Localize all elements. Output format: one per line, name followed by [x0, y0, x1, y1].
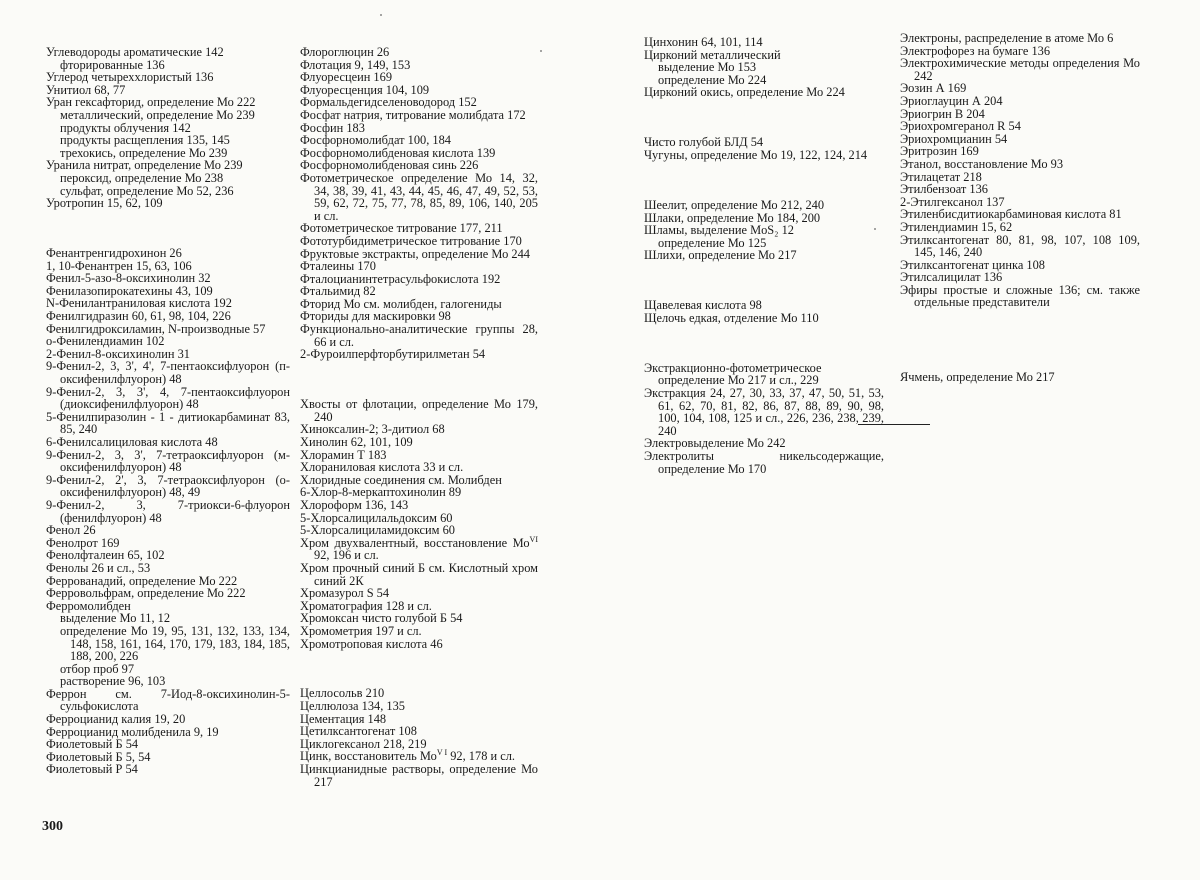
entry-text: Фенолфталеин 65, 102: [46, 548, 165, 563]
entry-text: Цинкцианидные растворы, определение Мо 217: [300, 762, 538, 789]
entry-text: 6-Хлор-8-меркаптохинолин 89: [300, 485, 462, 500]
entry-text: Электровыделение Мо 242: [644, 436, 786, 451]
index-entry: [300, 172, 538, 222]
index-entry: [300, 763, 538, 788]
entry-text: Уран гексафторид, определение Мо 222: [46, 95, 256, 110]
entry-text: Углерод четыреххлористый 136: [46, 70, 214, 85]
index-entry: [644, 312, 884, 325]
index-entry: [46, 360, 290, 385]
entry-text: Фенилазопирокатехины 43, 109: [46, 283, 213, 298]
entry-text: Ферроцианид молибденила 9, 19: [46, 724, 219, 739]
entry-text: Фенилгидроксиламин, N-производные 57: [46, 321, 266, 336]
entry-text: Целлюлоза 134, 135: [300, 699, 405, 714]
entry-text: Фтальимид 82: [300, 284, 376, 299]
entry-text: Хром двухвалентный, восстановление Мо: [300, 535, 530, 550]
entry-text: Щавелевая кислота 98: [644, 298, 762, 313]
entry-text: Эфиры простые и сложные 136; см. также отдельные представители: [900, 282, 1140, 310]
entry-text: продукты расщепления 135, 145: [60, 133, 230, 148]
entry-text: растворение 96, 103: [60, 674, 166, 689]
entry-text: Уротропин 15, 62, 109: [46, 196, 163, 211]
oxidation-state-superscript: VI: [529, 534, 538, 544]
index-entry: [46, 386, 290, 411]
entry-text: Фторид Мо см. молибден, галогениды: [300, 296, 502, 311]
entry-text: Хроматография 128 и сл.: [300, 598, 432, 613]
index-subentry: [46, 625, 290, 663]
entry-text: Хлоридные соединения см. Молибден: [300, 472, 502, 487]
index-column-2: [300, 46, 538, 788]
letter-gap: [644, 111, 884, 124]
index-entry: [900, 57, 1140, 82]
entry-text: Электроны, распределение в атоме Мо 6: [900, 31, 1114, 45]
entry-pages: 92, 178 и сл.: [447, 749, 516, 764]
entry-text: Электролиты никельсодержащие, определение Мо 170: [644, 448, 884, 476]
entry-text: Ячмень, определение Мо 217: [900, 370, 1055, 385]
entry-text: Хлороформ 136, 143: [300, 497, 409, 512]
entry-text: 5-Хлорсалицилальдоксим 60: [300, 510, 453, 525]
entry-text: Цинхонин 64, 101, 114: [644, 35, 763, 49]
entry-text: Хромометрия 197 и сл.: [300, 623, 422, 638]
entry-text: Хромотроповая кислота 46: [300, 636, 443, 651]
index-entry: [46, 474, 290, 499]
entry-text: Фосфин 183: [300, 120, 365, 135]
entry-text: Фенилгидразин 60, 61, 98, 104, 226: [46, 309, 231, 324]
entry-text: Цирконий металлический: [644, 47, 781, 62]
entry-text: Щелочь едкая, отделение Мо 110: [644, 310, 819, 325]
letter-gap: [644, 174, 884, 187]
entry-text: Цетилксантогенат 108: [300, 724, 417, 739]
entry-text: Цирконий окись, определение Мо 224: [644, 85, 845, 100]
entry-text: 5-Фенилпиразолин - 1 - дитиокарбаминат 83, 85, 240: [46, 409, 290, 437]
entry-text: Фруктовые экстракты, определение Мо 244: [300, 246, 530, 261]
entry-text: Этилацетат 218: [900, 169, 982, 184]
entry-text: Этилсалицилат 136: [900, 270, 1003, 285]
entry-text: 5-Хлорсалициламидоксим 60: [300, 523, 456, 538]
entry-text: Флуоресцеин 169: [300, 70, 393, 85]
entry-text: Фенолы 26 и сл., 53: [46, 560, 151, 575]
index-entry: [900, 234, 1140, 259]
page-number: 300: [42, 819, 63, 834]
index-entry: [644, 387, 884, 437]
entry-text: Хромазурол S 54: [300, 586, 390, 601]
entry-text: Шлихи, определение Мо 217: [644, 248, 797, 263]
entry-text: пероксид, определение Мо 238: [60, 170, 224, 185]
entry-text: Флуоресценция 104, 109: [300, 82, 430, 97]
entry-text: Шеелит, определение Мо 212, 240: [644, 197, 825, 212]
entry-text: Фенолрот 169: [46, 535, 120, 550]
entry-text: Фиолетовый Б 54: [46, 737, 139, 752]
entry-text: Фиолетовый Б 5, 54: [46, 749, 151, 764]
entry-text: Целлосольв 210: [300, 686, 385, 701]
entry-text: Электрофорез на бумаге 136: [900, 43, 1051, 58]
index-entry: [644, 362, 884, 387]
entry-text: Флороглюцин 26: [300, 45, 390, 59]
entry-text: N-Фенилантраниловая кислота 192: [46, 296, 232, 311]
entry-text: 9-Фенил-2, 3, 3', 4', 7-пентаоксифлуорон (п-оксифенилфлуорон) 48: [46, 359, 290, 387]
entry-text: Эозин А 169: [900, 81, 967, 96]
entry-text: Фенил-5-азо-8-оксихинолин 32: [46, 271, 211, 286]
entry-text: 9-Фенил-2, 3, 3', 7-тетраоксифлуорон (м-оксифенилфлуорон) 48: [46, 447, 290, 475]
entry-text: Эриогрин В 204: [900, 106, 985, 121]
entry-text: Этиленбисдитиокарбаминовая кислота 81: [900, 207, 1122, 222]
index-entry: [300, 638, 538, 651]
oxidation-state-superscript: V I: [436, 748, 448, 758]
entry-text: отбор проб 97: [60, 661, 135, 676]
index-column-1: [46, 46, 290, 776]
entry-text: 9-Фенил-2, 3, 3', 4, 7-пентаоксифлуорон (диоксифенилфлуорон) 48: [46, 384, 290, 412]
entry-text: Чисто голубой БЛД 54: [644, 135, 764, 150]
entry-text: Флотация 9, 149, 153: [300, 57, 411, 72]
entry-text: Фталеины 170: [300, 259, 376, 274]
letter-gap: [300, 373, 538, 386]
entry-text: Хлораниловая кислота 33 и сл.: [300, 460, 464, 475]
index-entry: [300, 562, 538, 587]
entry-text: Хвосты от флотации, определение Мо 179, 240: [300, 397, 538, 424]
entry-text: 6-Фенилсалициловая кислота 48: [46, 435, 218, 449]
entry-text: Фталоцианинтетрасульфокислота 192: [300, 271, 501, 286]
index-entry: [300, 323, 538, 348]
entry-text: 2-Фуроилперфторбутирилметан 54: [300, 347, 486, 362]
entry-text: Хром прочный синий Б см. Кислотный хром синий 2К: [300, 560, 538, 588]
entry-text: 1, 10-Фенантрен 15, 63, 106: [46, 258, 192, 273]
entry-text: Циклогексанол 218, 219: [300, 736, 427, 751]
entry-text: 2-Этилгексанол 137: [900, 194, 1005, 209]
entry-text: Этилксантогенат 80, 81, 98, 107, 108 109, 145, 146, 240: [900, 232, 1140, 260]
entry-text: Унитиол 68, 77: [46, 82, 126, 97]
entry-text: металлический, определение Мо 239: [60, 107, 255, 122]
letter-gap: [300, 662, 538, 675]
entry-text: Хиноксалин-2; 3-дитиол 68: [300, 422, 445, 437]
entry-text: Экстракция 24, 27, 30, 33, 37, 47, 50, 51, 53, 61, 62, 70, 81, 82, 86, 87, 88, 89, 90, 98, 100, 104, 108, 125 и сл., 226, 236, 238, 239, 240: [644, 386, 884, 438]
letter-gap: [900, 321, 1140, 334]
letter-gap: [644, 274, 884, 287]
index-entry: [644, 249, 884, 262]
index-entry: [46, 688, 290, 713]
entry-text: Фенантренгидрохинон 26: [46, 246, 182, 261]
entry-text: определение Мо 125: [658, 235, 767, 250]
entry-text: Эриохромгеранол R 54: [900, 119, 1021, 134]
entry-text: Фенол 26: [46, 523, 96, 538]
entry-text: Этилксантогенат цинка 108: [900, 257, 1045, 272]
index-entry: [900, 284, 1140, 309]
scan-speck: [874, 228, 876, 230]
index-entry: [644, 149, 884, 162]
scan-speck: [380, 14, 382, 16]
entry-text: выделение Мо 11, 12: [60, 611, 171, 626]
index-column-3: [644, 36, 884, 475]
entry-text: Чугуны, определение Мо 19, 122, 124, 214: [644, 147, 868, 162]
entry-text: Фототурбидиметрическое титрование 170: [300, 233, 522, 248]
entry-text: Фотометрическое определение Мо 14, 32, 34, 38, 39, 41, 43, 44, 45, 46, 47, 49, 52, 53, 59, 62, 72, 75, 77, 78, 85, 89, 106, 140, 205 и сл.: [300, 170, 538, 223]
entry-text: Фосфорномолибдат 100, 184: [300, 133, 451, 148]
entry-text: Этилбензоат 136: [900, 182, 988, 197]
end-rule: [858, 424, 930, 425]
scan-speck: [540, 50, 542, 52]
index-entry: [46, 197, 290, 210]
entry-pages: 92, 196 и сл.: [314, 548, 379, 563]
entry-text: фторированные 136: [60, 57, 165, 72]
entry-text: Фосфорномолибденовая синь 226: [300, 158, 479, 173]
entry-text: Хромоксан чисто голубой Б 54: [300, 611, 463, 626]
index-entry: [300, 398, 538, 423]
entry-text: Фториды для маскировки 98: [300, 309, 451, 324]
entry-text: Фиолетовый Р 54: [46, 762, 138, 777]
entry-text: трехокись, определение Мо 239: [60, 145, 228, 160]
entry-text: Фосфат натрия, титрование молибдата 172: [300, 107, 526, 122]
entry-text: Углеводороды ароматические 142: [46, 45, 224, 59]
entry-text: 9-Фенил-2, 3, 7-триокси-6-флуорон (фенилфлуорон) 48: [46, 497, 290, 525]
entry-text: продукты облучения 142: [60, 120, 191, 135]
index-entry: [46, 449, 290, 474]
entry-text: сульфат, определение Мо 52, 236: [60, 183, 234, 198]
entry-text: Цинк, восстановитель Мо: [300, 749, 437, 764]
index-entry: [644, 86, 884, 99]
entry-text: Функционально-аналитические группы 28, 66 и сл.: [300, 322, 538, 349]
entry-text: Хлорамин Т 183: [300, 447, 387, 462]
entry-text: 9-Фенил-2, 2', 3, 7-тетраоксифлуорон (о-оксифенилфлуорон) 48, 49: [46, 472, 290, 500]
letter-gap: [46, 222, 290, 235]
entry-text: Этанол, восстановление Мо 93: [900, 156, 1064, 171]
entry-text: 2-Фенил-8-оксихинолин 31: [46, 346, 190, 361]
entry-text: Экстракционно-фотометрическое определение Мо 217 и сл., 229: [644, 360, 822, 388]
index-entry: [900, 371, 1140, 384]
index-entry: [46, 411, 290, 436]
letter-gap: [900, 346, 1140, 359]
entry-text: Ферромолибден: [46, 598, 131, 613]
index-entry: [300, 348, 538, 361]
entry-text: Эритрозин 169: [900, 144, 979, 159]
index-entry: [46, 763, 290, 776]
entry-text: Уранила нитрат, определение Мо 239: [46, 158, 243, 173]
entry-text: определение Мо 224: [658, 72, 767, 87]
entry-text: Феррованадий, определение Мо 222: [46, 573, 238, 588]
entry-text: Формальдегидселеноводород 152: [300, 95, 477, 110]
entry-text: определение Мо 19, 95, 131, 132, 133, 134, 148, 158, 161, 164, 170, 179, 183, 184, 185, 188, 200, 226: [60, 623, 290, 664]
entry-text: Электрохимические методы определения Мо 242: [900, 56, 1140, 83]
entry-text: выделение Мо 153: [658, 60, 757, 75]
index-entry: [46, 499, 290, 524]
entry-text: Феррон см. 7-Иод-8-оксихинолин-5-сульфокислота: [46, 686, 290, 714]
entry-text: Фотометрическое титрование 177, 211: [300, 221, 503, 236]
index-entry: [300, 534, 538, 563]
index-column-4: [900, 32, 1140, 384]
entry-text: Эриохромцианин 54: [900, 131, 1008, 146]
entry-text: Цементация 148: [300, 711, 387, 726]
entry-text: о-Фенилендиамин 102: [46, 334, 165, 349]
entry-text: Шламы, выделение MoS₂ 12: [644, 223, 794, 238]
entry-text: Шлаки, определение Мо 184, 200: [644, 210, 821, 225]
entry-text: Фосфорномолибденовая кислота 139: [300, 145, 496, 160]
entry-text: Эриоглауцин А 204: [900, 93, 1003, 108]
entry-text: Этилендиамин 15, 62: [900, 219, 1013, 234]
index-entry: [644, 450, 884, 475]
entry-text: Ферроцианид калия 19, 20: [46, 712, 186, 727]
entry-text: Хинолин 62, 101, 109: [300, 435, 413, 449]
entry-text: Ферровольфрам, определение Мо 222: [46, 586, 246, 601]
letter-gap: [644, 337, 884, 350]
